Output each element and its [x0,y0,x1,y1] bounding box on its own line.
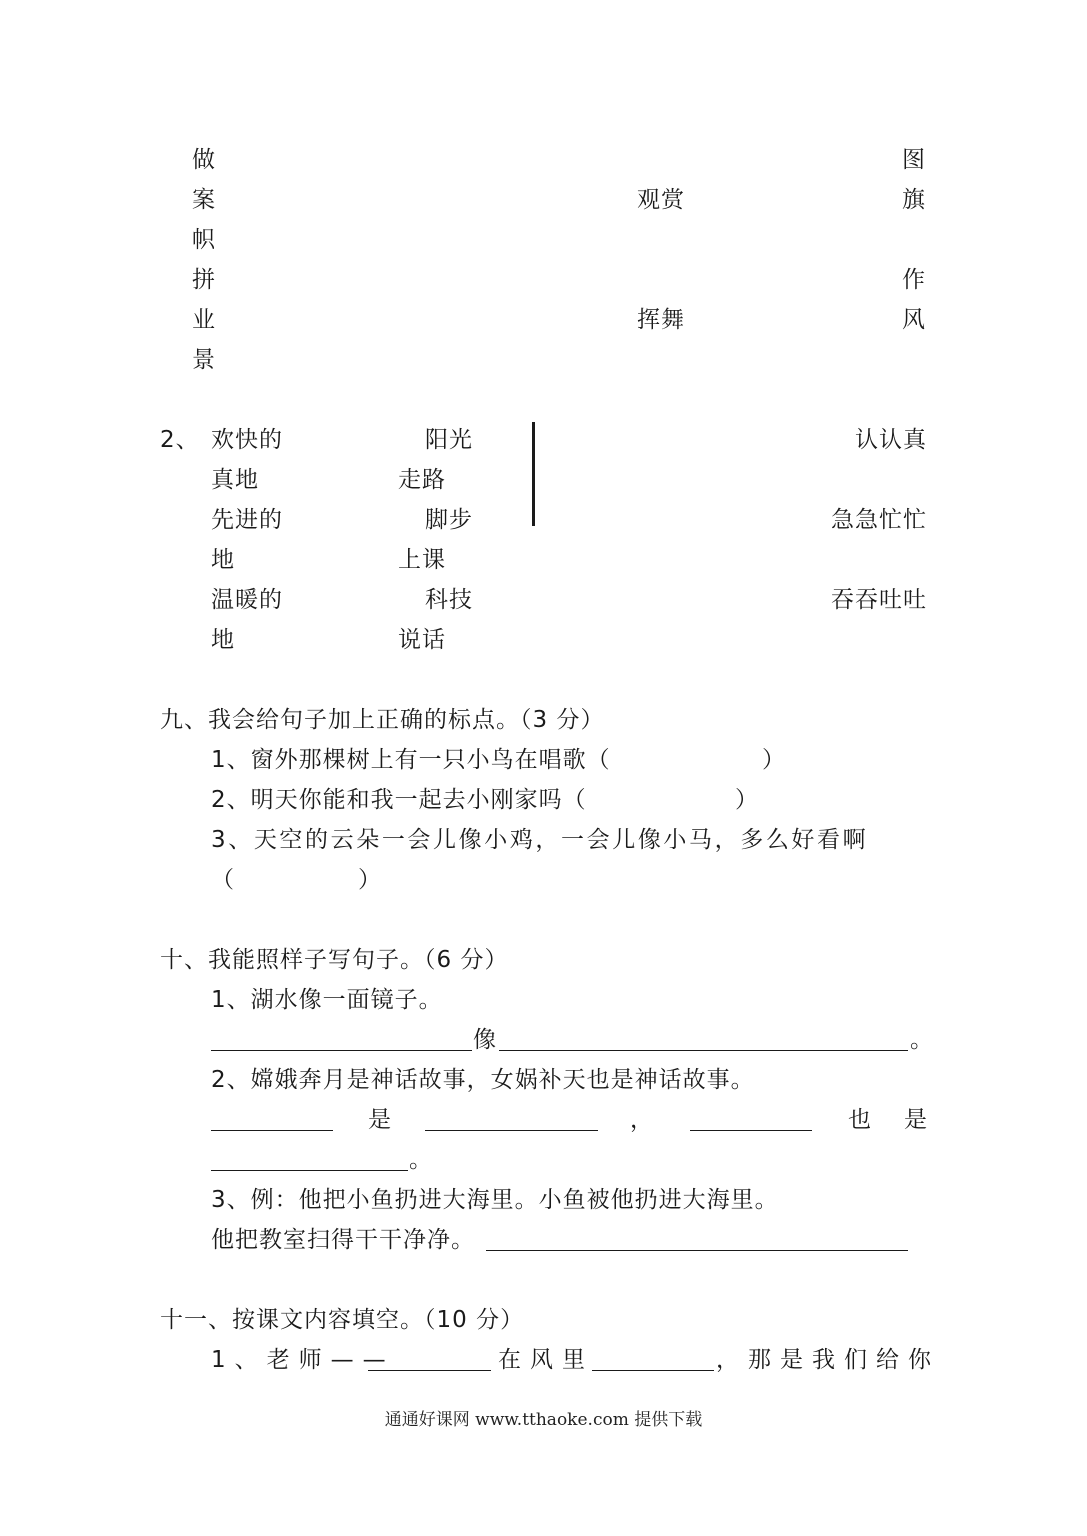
middle-word: 走路 [398,467,446,493]
left-word: 先进的 [211,507,283,533]
example-sentence: 1、湖水像一面镜子。 [211,987,443,1013]
right-word: 认认真 [855,427,927,453]
answer-blank[interactable] [425,1130,598,1131]
left-word: 温暖的 [211,587,283,613]
sentence-period: 。 [910,1027,934,1053]
close-paren: ） [762,747,786,773]
middle-word: 观赏 [637,187,685,213]
open-paren: （ [211,867,235,893]
fill-item-end: ，那是我们给你 [716,1347,940,1373]
right-char: 图 [902,147,926,173]
question-item: 2、明天你能和我一起去小刚家吗（ [211,787,587,813]
blank-connector: 是 [904,1107,928,1133]
right-char: 风 [902,307,926,333]
answer-blank[interactable] [499,1050,908,1051]
blank-comma: ， [630,1107,654,1133]
divider-line [532,422,535,526]
sentence-period: 。 [409,1147,433,1173]
left-char: 业 [192,307,216,333]
middle-word: 脚步 [425,507,473,533]
left-char: 帜 [192,227,216,253]
section-title: 九、我会给句子加上正确的标点。（3 分） [160,707,605,733]
fill-item-start: 1、老师—— [211,1347,395,1373]
close-paren: ） [358,867,382,893]
left-word: 欢快的 [211,427,283,453]
example-sentence: 3、例：他把小鱼扔进大海里。小鱼被他扔进大海里。 [211,1187,779,1213]
close-paren: ） [735,787,759,813]
middle-word: 阳光 [425,427,473,453]
answer-blank[interactable] [211,1130,333,1131]
answer-blank[interactable] [368,1370,491,1371]
right-word: 吞吞吐吐 [831,587,927,613]
question-item: 1、窗外那棵树上有一只小鸟在唱歌（ [211,747,611,773]
blank-connector: 是 [368,1107,392,1133]
right-word: 急急忙忙 [831,507,927,533]
fill-item-mid: 在风里 [498,1347,594,1373]
example-sentence: 2、嫦娥奔月是神话故事，女娲补天也是神话故事。 [211,1067,755,1093]
page-footer: 通通好课网 www.tthaoke.com 提供下载 [384,1410,703,1430]
middle-word: 科技 [425,587,473,613]
left-word: 真地 [211,467,259,493]
section-title: 十一、按课文内容填空。（10 分） [160,1307,525,1333]
answer-blank[interactable] [211,1170,408,1171]
left-char: 案 [192,187,216,213]
middle-word: 说话 [398,627,446,653]
left-char: 景 [192,347,216,373]
right-char: 作 [902,267,926,293]
left-char: 做 [192,147,216,173]
item-number: 2、 [160,427,200,453]
answer-blank[interactable] [486,1250,908,1251]
prompt-sentence: 他把教室扫得干干净净。 [211,1227,475,1253]
answer-blank[interactable] [211,1050,472,1051]
left-word: 地 [211,627,235,653]
left-char: 拼 [192,267,216,293]
blank-connector: 也 [848,1107,872,1133]
left-word: 地 [211,547,235,573]
section-title: 十、我能照样子写句子。（6 分） [160,947,509,973]
answer-blank[interactable] [592,1370,714,1371]
answer-blank[interactable] [690,1130,812,1131]
right-char: 旗 [902,187,926,213]
middle-word: 上课 [398,547,446,573]
question-item: 3、天空的云朵一会儿像小鸡，一会儿像小马，多么好看啊 [211,827,869,853]
blank-connector: 像 [473,1027,497,1053]
middle-word: 挥舞 [637,307,685,333]
